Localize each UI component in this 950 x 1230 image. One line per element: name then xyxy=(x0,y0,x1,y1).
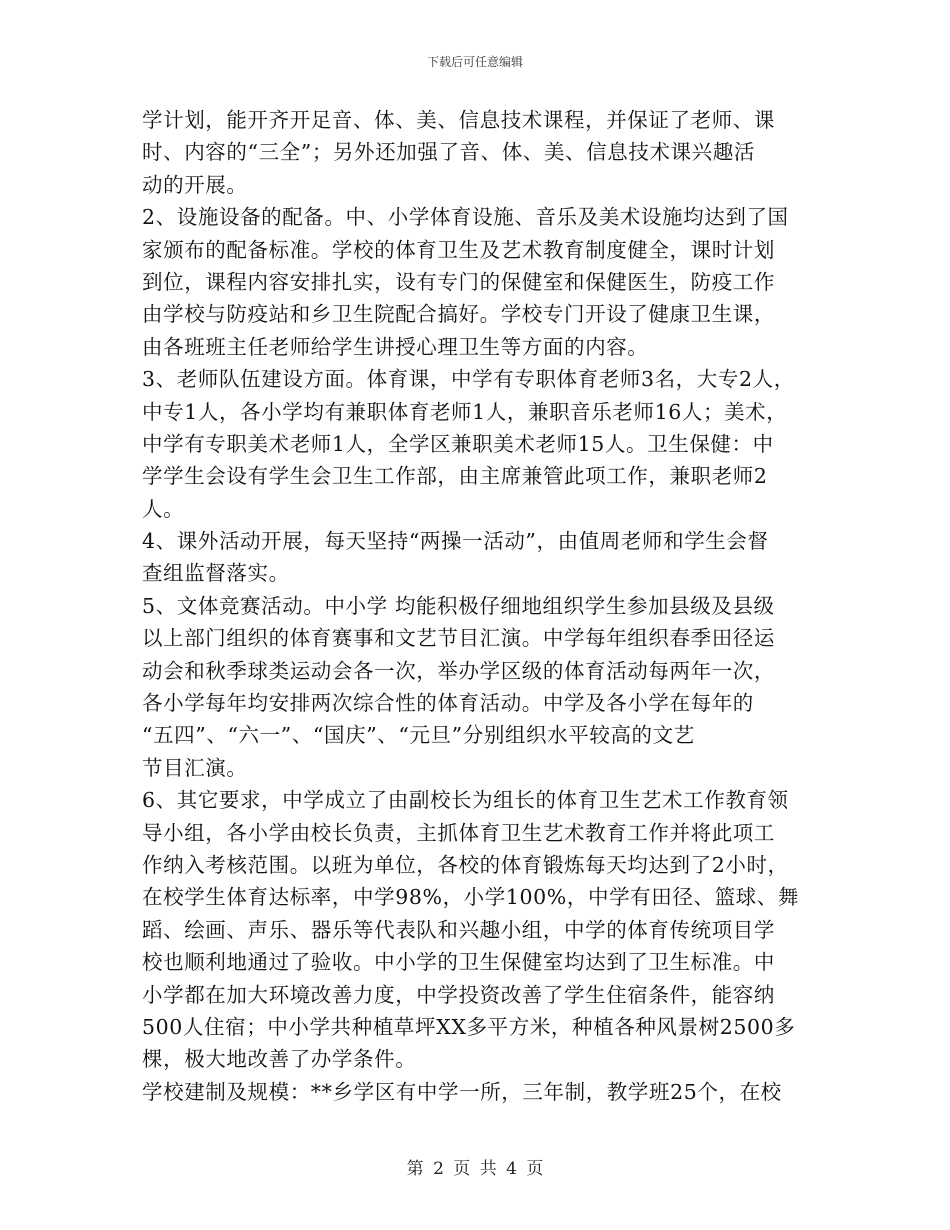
text-line: 节目汇演。 xyxy=(142,755,248,780)
text-line: 中专1人，各小学均有兼职体育老师1人，兼职音乐老师16人；美术， xyxy=(142,399,788,424)
page-number-footer: 第 2 页 共 4 页 xyxy=(406,1159,544,1179)
text-line: 蹈、绘画、声乐、器乐等代表队和兴趣小组，中学的体育传统项目学 xyxy=(142,917,775,942)
text-line: 由学校与防疫站和乡卫生院配合搞好。学校专门开设了健康卫生课， xyxy=(142,302,775,327)
text-line: 由各班班主任老师给学生讲授心理卫生等方面的内容。 xyxy=(142,334,649,359)
text-line: 学校建制及规模：**乡学区有中学一所，三年制，教学班25个，在校 xyxy=(142,1079,782,1104)
text-line: 校也顺利地通过了验收。中小学的卫生保健室均达到了卫生标准。中 xyxy=(142,950,775,975)
text-line: 学计划，能开齐开足音、体、美、信息技术课程，并保证了老师、课 xyxy=(142,108,775,132)
text-line: 在校学生体育达标率，中学98%，小学100%，中学有田径、篮球、舞 xyxy=(142,885,799,910)
text-line: 小学都在加大环境改善力度，中学投资改善了学生住宿条件，能容纳 xyxy=(142,982,775,1007)
text-line: 各小学每年均安排两次综合性的体育活动。中学及各小学在每年的 xyxy=(142,691,754,716)
text-line: 棵，极大地改善了办学条件。 xyxy=(142,1047,417,1072)
text-line: 学学生会设有学生会卫生工作部，由主席兼管此项工作，兼职老师2 xyxy=(142,464,768,489)
text-line: 家颁布的配备标准。学校的体育卫生及艺术教育制度健全，课时计划 xyxy=(142,237,775,262)
text-line: 3、老师队伍建设方面。体育课，中学有专职体育老师3名，大专2人， xyxy=(142,367,795,392)
text-line: 时、内容的“三全”；另外还加强了音、体、美、信息技术课兴趣活 xyxy=(142,140,755,165)
text-line: 到位，课程内容安排扎实，设有专门的保健室和保健医生，防疫工作 xyxy=(142,269,775,294)
text-line: 4、课外活动开展，每天坚持“两操一活动”，由值周老师和学生会督 xyxy=(142,529,769,554)
text-line: 6、其它要求，中学成立了由副校长为组长的体育卫生艺术工作教育领 xyxy=(142,788,789,813)
text-line: 2、设施设备的配备。中、小学体育设施、音乐及美术设施均达到了国 xyxy=(142,205,789,230)
text-line: 动的开展。 xyxy=(142,172,248,197)
text-line: 查组监督落实。 xyxy=(142,561,290,586)
text-line: “五四”、“六一”、“国庆”、“元旦”分别组织水平较高的文艺 xyxy=(142,723,695,748)
document-body xyxy=(142,104,812,1108)
text-line: 以上部门组织的体育赛事和文艺节目汇演。中学每年组织春季田径运 xyxy=(142,626,775,651)
text-line: 导小组，各小学由校长负责，主抓体育卫生艺术教育工作并将此项工 xyxy=(142,820,775,845)
text-line: 作纳入考核范围。以班为单位，各校的体育锻炼每天均达到了2小时， xyxy=(142,852,789,877)
text-line: 5、文体竞赛活动。中小学 均能积极仔细地组织学生参加县级及县级 xyxy=(142,593,775,618)
text-line: 动会和秋季球类运动会各一次，举办学区级的体育活动每两年一次， xyxy=(142,658,775,683)
text-line: 中学有专职美术老师1人，全学区兼职美术老师15人。卫生保健：中 xyxy=(142,431,774,456)
page-header: 下载后可任意编辑 xyxy=(426,55,523,69)
text-line: 500人住宿；中小学共种植草坪XX多平方米，种植各种风景树2500多 xyxy=(142,1014,796,1039)
text-line: 人。 xyxy=(142,496,185,521)
